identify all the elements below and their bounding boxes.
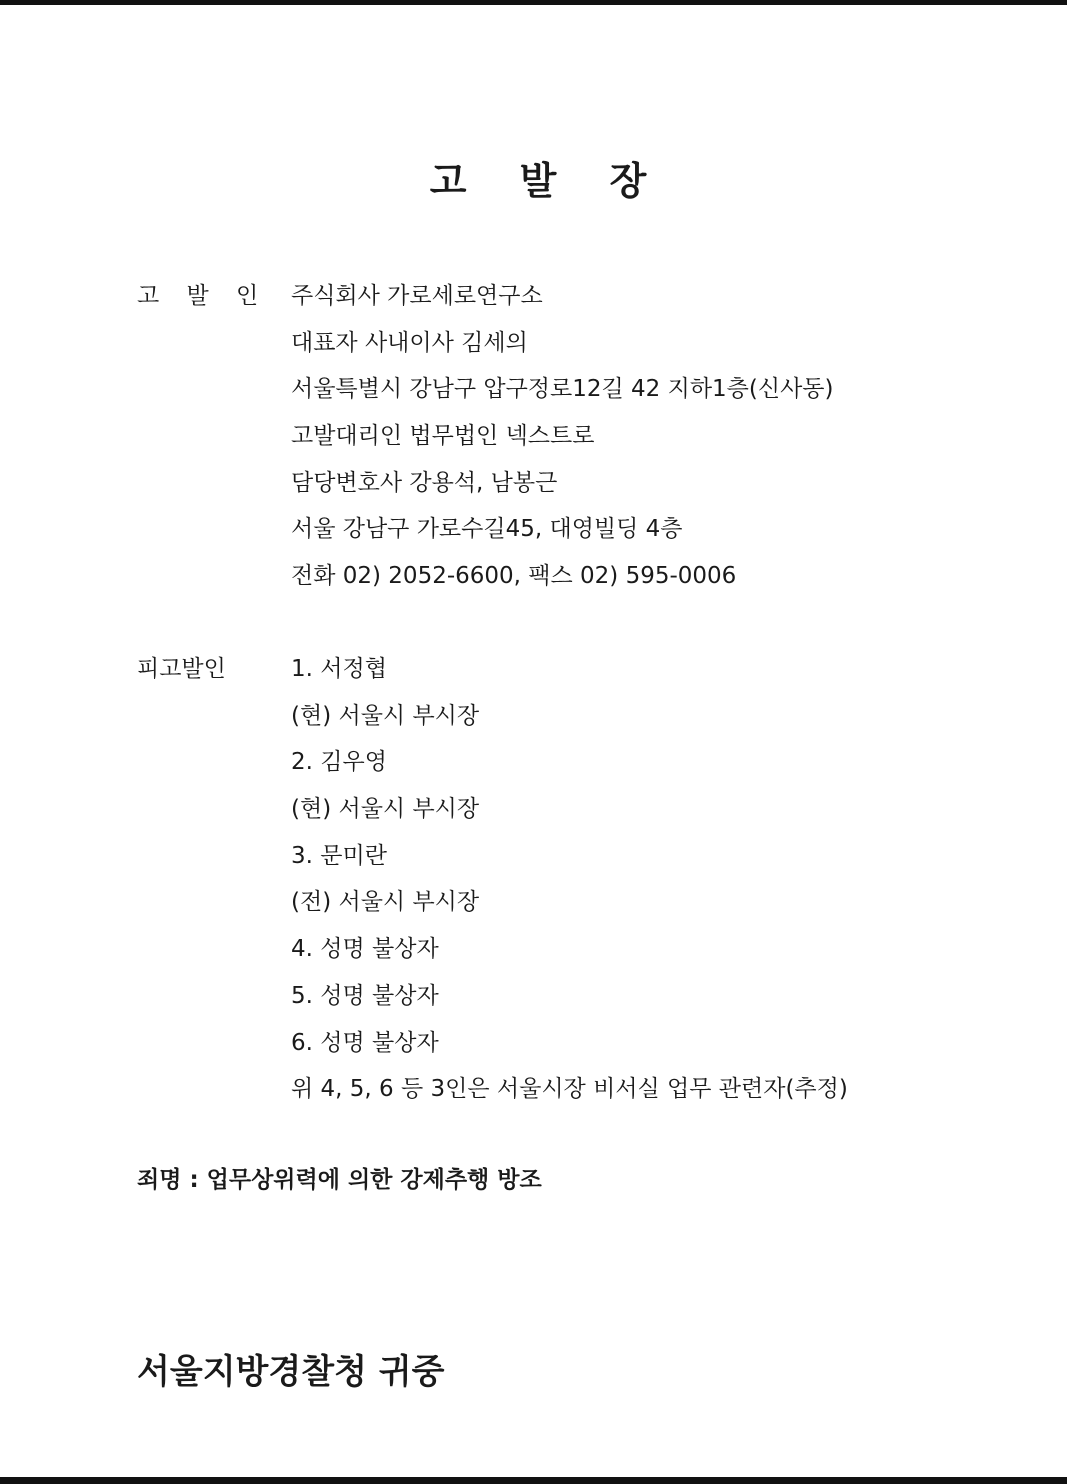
accused-4-name: 4. 성명 불상자 bbox=[291, 936, 439, 963]
document-title: 고 발 장 bbox=[429, 159, 667, 203]
complainant-representative: 대표자 사내이사 김세의 bbox=[291, 329, 528, 356]
accused-2-name: 2. 김우영 bbox=[291, 749, 387, 776]
complainant-agent: 고발대리인 법무법인 넥스트로 bbox=[291, 423, 595, 450]
complainant-company: 주식회사 가로세로연구소 bbox=[291, 283, 543, 309]
complainant-label: 고 발 인 bbox=[137, 283, 269, 309]
accused-3-name: 3. 문미란 bbox=[291, 842, 387, 869]
complainant-details bbox=[291, 282, 834, 609]
bottom-border bbox=[0, 1477, 1067, 1484]
accused-5-name: 5. 성명 불상자 bbox=[291, 982, 439, 1009]
complainant-address: 서울특별시 강남구 압구정로12길 42 지하1층(신사동) bbox=[291, 376, 834, 403]
accused-note: 위 4, 5, 6 등 3인은 서울시장 비서실 업무 관련자(추정) bbox=[291, 1076, 848, 1103]
accused-list bbox=[291, 655, 848, 1122]
complainant-attorneys: 담당변호사 강용석, 남봉근 bbox=[291, 469, 558, 496]
top-border bbox=[0, 0, 1067, 5]
accused-3-position: (전) 서울시 부시장 bbox=[291, 889, 480, 916]
accused-label: 피고발인 bbox=[137, 656, 226, 682]
agent-phone-fax: 전화 02) 2052-6600, 팩스 02) 595-0006 bbox=[291, 563, 737, 590]
addressee: 서울지방경찰청 귀중 bbox=[137, 1352, 445, 1392]
accused-1-name: 1. 서정협 bbox=[291, 656, 387, 682]
charge-statement: 죄명 : 업무상위력에 의한 강제추행 방조 bbox=[137, 1167, 542, 1193]
accused-6-name: 6. 성명 불상자 bbox=[291, 1029, 439, 1056]
accused-2-position: (현) 서울시 부시장 bbox=[291, 796, 480, 823]
accused-1-position: (현) 서울시 부시장 bbox=[291, 702, 480, 729]
agent-address: 서울 강남구 가로수길45, 대영빌딩 4층 bbox=[291, 516, 683, 543]
